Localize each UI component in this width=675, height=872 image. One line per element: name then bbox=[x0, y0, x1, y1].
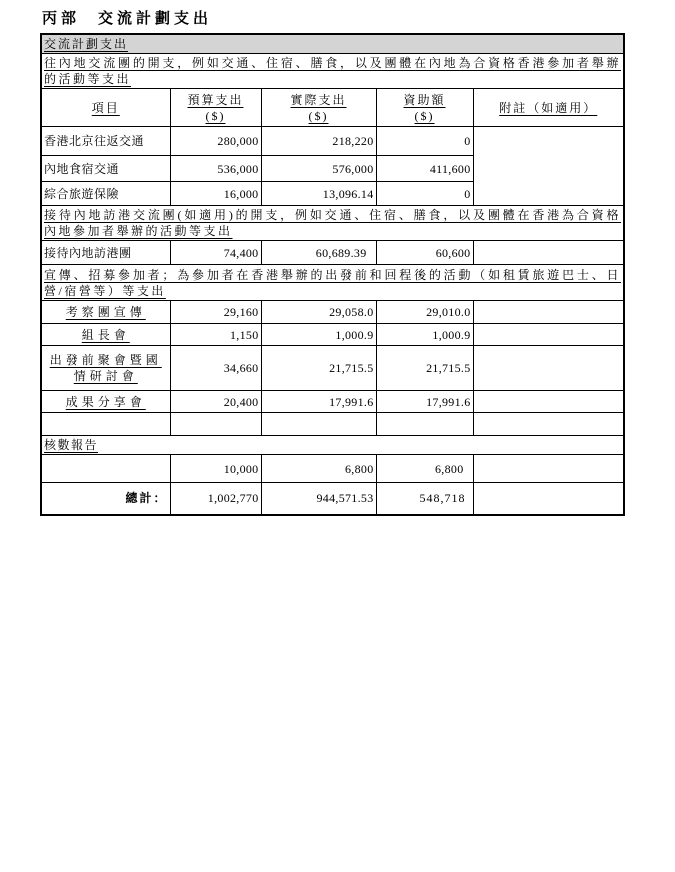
col-header-subsidy-unit: ($) bbox=[414, 108, 435, 123]
desc-hosting-row bbox=[41, 206, 624, 241]
table-row-group-leader-meeting bbox=[41, 324, 624, 346]
budget-value: 20,400 bbox=[170, 391, 261, 413]
desc-promo-text: 宣傳、招募參加者；為參加者在香港舉辦的出發前和回程後的活動（如租賃旅遊巴士、日營/宿營等）等支出 bbox=[44, 267, 622, 298]
notes-cell bbox=[473, 413, 624, 436]
actual-value: 1,000.9 bbox=[261, 324, 376, 346]
subsidy-value: 1,000.9 bbox=[376, 324, 473, 346]
subsidy-value: 0 bbox=[376, 182, 473, 206]
notes-cell bbox=[473, 301, 624, 324]
item-label-text: 成果分享會 bbox=[65, 394, 146, 409]
notes-cell bbox=[473, 346, 624, 391]
item-label: 綜合旅遊保險 bbox=[41, 182, 170, 206]
section-header-row bbox=[41, 34, 624, 54]
subsidy-value: 411,600 bbox=[376, 156, 473, 182]
notes-cell bbox=[473, 324, 624, 346]
col-header-item bbox=[41, 89, 170, 127]
table-row-hosting-delegation bbox=[41, 241, 624, 265]
item-label bbox=[41, 391, 170, 413]
item-label bbox=[41, 324, 170, 346]
subsidy-value: 17,991.6 bbox=[376, 391, 473, 413]
table-row-total bbox=[41, 483, 624, 515]
total-budget-value: 1,002,770 bbox=[170, 483, 261, 515]
subsidy-value: 60,600 bbox=[376, 241, 473, 265]
expenditure-table bbox=[40, 33, 625, 516]
col-header-subsidy-text: 資助額 bbox=[403, 92, 446, 107]
table-row-hk-beijing-transport bbox=[41, 127, 624, 156]
desc-mainland-row bbox=[41, 54, 624, 89]
item-label bbox=[41, 346, 170, 391]
page-title-part: 丙部 bbox=[42, 11, 81, 27]
budget-value: 34,660 bbox=[170, 346, 261, 391]
item-label-text: 組長會 bbox=[81, 327, 130, 342]
actual-value: 21,715.5 bbox=[261, 346, 376, 391]
col-header-notes bbox=[473, 89, 624, 127]
total-label: 總計： bbox=[41, 483, 170, 515]
column-header-row bbox=[41, 89, 624, 127]
desc-promo-row bbox=[41, 265, 624, 301]
budget-value: 10,000 bbox=[170, 455, 261, 483]
item-label-text: 出發前聚會暨國情研討會 bbox=[49, 353, 162, 383]
col-header-actual-unit: ($) bbox=[308, 108, 329, 123]
col-header-budget-text: 預算支出 bbox=[187, 92, 244, 107]
section-header-text: 交流計劃支出 bbox=[44, 37, 129, 51]
item-label-text: 考察團宣傳 bbox=[65, 305, 146, 319]
item-label: 香港北京往返交通 bbox=[41, 127, 170, 156]
subsidy-value: 0 bbox=[376, 127, 473, 156]
budget-value: 280,000 bbox=[170, 127, 261, 156]
section-header-cell bbox=[41, 34, 624, 54]
item-label bbox=[41, 301, 170, 324]
table-row-empty bbox=[41, 413, 624, 436]
actual-value: 29,058.0 bbox=[261, 301, 376, 324]
actual-value: 576,000 bbox=[261, 156, 376, 182]
audit-header-row bbox=[41, 436, 624, 455]
actual-value: 6,800 bbox=[261, 455, 376, 483]
total-subsidy-value: 548,718 bbox=[376, 483, 473, 515]
item-label-empty bbox=[41, 455, 170, 483]
col-header-subsidy bbox=[376, 89, 473, 127]
table-row-sharing-session bbox=[41, 391, 624, 413]
table-row-audit bbox=[41, 455, 624, 483]
notes-cell bbox=[473, 483, 624, 515]
audit-header-text: 核數報告 bbox=[44, 438, 99, 452]
item-label: 接待內地訪港團 bbox=[41, 241, 170, 265]
col-header-budget-unit: ($) bbox=[205, 108, 226, 123]
budget-value: 29,160 bbox=[170, 301, 261, 324]
actual-empty bbox=[261, 413, 376, 436]
budget-empty bbox=[170, 413, 261, 436]
subsidy-value: 21,715.5 bbox=[376, 346, 473, 391]
page-title-heading: 交流計劃支出 bbox=[98, 11, 213, 27]
subsidy-empty bbox=[376, 413, 473, 436]
audit-header-cell bbox=[41, 436, 624, 455]
col-header-budget bbox=[170, 89, 261, 127]
col-header-notes-text: 附註（如適用） bbox=[499, 100, 598, 115]
col-header-actual bbox=[261, 89, 376, 127]
subsidy-value: 29,010.0 bbox=[376, 301, 473, 324]
notes-cell bbox=[473, 455, 624, 483]
item-label-empty bbox=[41, 413, 170, 436]
page-title bbox=[42, 7, 212, 28]
actual-value: 13,096.14 bbox=[261, 182, 376, 206]
col-header-actual-text: 實際支出 bbox=[290, 92, 347, 107]
actual-value: 60,689.39 bbox=[261, 241, 376, 265]
budget-value: 16,000 bbox=[170, 182, 261, 206]
subsidy-value: 6,800 bbox=[376, 455, 473, 483]
budget-value: 536,000 bbox=[170, 156, 261, 182]
actual-value: 17,991.6 bbox=[261, 391, 376, 413]
desc-hosting-text: 接待內地訪港交流團(如適用)的開支，例如交通、住宿、膳食，以及團體在香港為合資格內地參加者舉辦的活動等支出 bbox=[44, 208, 622, 238]
desc-promo-cell bbox=[41, 265, 624, 301]
notes-cell-merged bbox=[473, 127, 624, 206]
desc-hosting-cell bbox=[41, 206, 624, 241]
total-actual-value: 944,571.53 bbox=[261, 483, 376, 515]
desc-mainland-cell bbox=[41, 54, 624, 89]
notes-cell bbox=[473, 241, 624, 265]
desc-mainland-text: 往內地交流團的開支，例如交通、住宿、膳食，以及團體在內地為合資格香港參加者舉辦的活動等支出 bbox=[44, 56, 622, 86]
item-label: 內地食宿交通 bbox=[41, 156, 170, 182]
notes-cell bbox=[473, 391, 624, 413]
actual-value: 218,220 bbox=[261, 127, 376, 156]
table-row-predeparture-seminar bbox=[41, 346, 624, 391]
budget-value: 74,400 bbox=[170, 241, 261, 265]
budget-value: 1,150 bbox=[170, 324, 261, 346]
col-header-item-text: 項目 bbox=[91, 100, 120, 115]
table-row-tour-promotion bbox=[41, 301, 624, 324]
